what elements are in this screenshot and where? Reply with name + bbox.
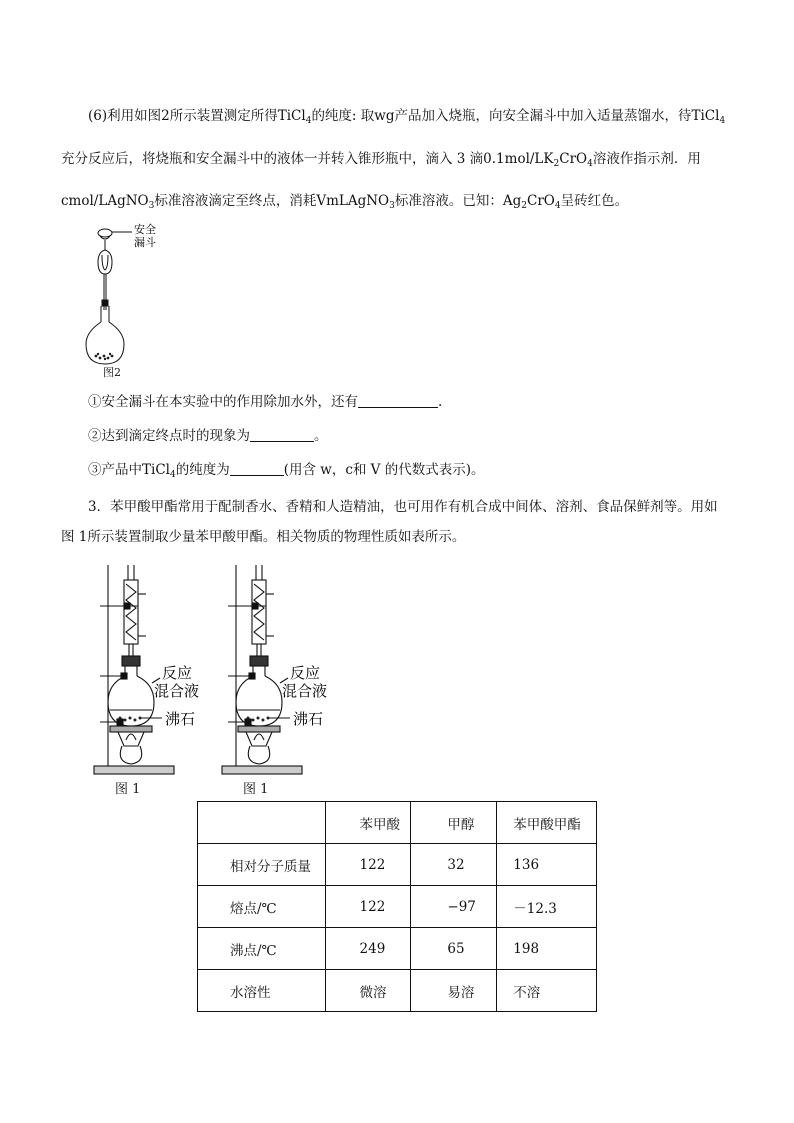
label-stone: 沸石 — [293, 710, 324, 728]
table-cell: 32 — [411, 844, 497, 886]
label-funnel-2: 漏斗 — [134, 236, 156, 249]
table-row — [198, 844, 597, 886]
text-segment: cmol/LAgNO — [61, 193, 149, 209]
figure2-caption: 图2 — [103, 366, 121, 379]
subscript: 4 — [554, 201, 561, 211]
formula-cro: CrO — [527, 193, 555, 209]
label-funnel-1: 安全 — [134, 223, 156, 236]
figure1-caption-left: 图 1 — [115, 782, 141, 797]
table-cell: 沸点/℃ — [198, 928, 326, 970]
formula-ticl: TiCl — [691, 108, 720, 124]
text-segment: 充分反应后，将烧瓶和安全漏斗中的液体一并转入锥形瓶中，滴入 3 滴 — [61, 151, 484, 167]
subscript: 3 — [389, 201, 395, 211]
formula-ticl: TiCl — [142, 462, 170, 478]
question-text: 的纯度为 — [175, 462, 230, 478]
question-text: (用含 w，c和 V 的代数式表示)。 — [283, 462, 485, 478]
label-mix-2: 混合液 — [282, 682, 328, 700]
table-cell: －12.3 — [497, 886, 597, 928]
table-cell: 122 — [325, 886, 411, 928]
table-cell: 65 — [411, 928, 497, 970]
concentration: 0.1mol/LK — [483, 151, 554, 167]
text-segment: (6)利用如图2所示装置测定所得 — [88, 108, 278, 124]
text-segment: 溶液作指示剂．用 — [592, 151, 701, 167]
question-text: ①安全漏斗在本实验中的作用除加水外，还有 — [88, 394, 358, 410]
answer-blank-3[interactable] — [230, 462, 284, 476]
table-cell: −97 — [411, 886, 497, 928]
question-text: ②达到滴定终点时的现象为 — [88, 428, 250, 444]
table-cell: 水溶性 — [198, 970, 326, 1012]
question-3 — [88, 461, 485, 484]
subscript: 4 — [587, 159, 593, 169]
problem3-line2: 图 1所示装置制取少量苯甲酸甲酯。相关物质的物理性质如表所示。 — [61, 529, 466, 545]
table-cell: 易溶 — [411, 970, 497, 1012]
question-1 — [88, 393, 442, 411]
formula-ticl: TiCl — [277, 108, 306, 124]
table-cell: 相对分子质量 — [198, 844, 326, 886]
table-row — [198, 928, 597, 970]
table-cell: 不溶 — [497, 970, 597, 1012]
label-stone: 沸石 — [165, 710, 196, 728]
label-mix-1: 反应 — [162, 664, 193, 682]
figure2-apparatus — [80, 222, 170, 382]
question-end: 。 — [314, 428, 328, 444]
table-cell: 249 — [325, 928, 411, 970]
text-segment: 标准溶液滴定至终点，消耗 — [154, 193, 317, 209]
table-header-cell: 苯甲酸甲酯 — [497, 802, 597, 844]
table-cell: 122 — [325, 844, 411, 886]
answer-blank-1[interactable] — [358, 394, 438, 408]
table-cell: 熔点/℃ — [198, 886, 326, 928]
question-2 — [88, 427, 328, 445]
formula-cro: CrO — [559, 151, 588, 167]
funnel-top — [98, 229, 112, 237]
mass-wg: wg — [374, 108, 395, 124]
subscript: 4 — [305, 116, 312, 126]
subscript: 2 — [553, 159, 560, 169]
problem3-line1: 3．苯甲酸甲酯常用于配制香水、香精和人造精油，也可用作有机合成中间体、溶剂、食品保鲜剂等。用如 — [88, 499, 718, 515]
part6-line1 — [88, 107, 725, 130]
label-mix-1: 反应 — [290, 664, 321, 682]
text-segment: 呈砖红色。 — [560, 193, 629, 209]
table-cell: 微溶 — [325, 970, 411, 1012]
table-cell: 198 — [497, 928, 597, 970]
label-mix-2: 混合液 — [154, 682, 200, 700]
subscript: 2 — [521, 201, 527, 211]
part6-line3 — [61, 192, 628, 215]
volume-vml: VmLAgNO — [316, 193, 390, 209]
table-cell — [198, 802, 326, 844]
table-cell: 136 — [497, 844, 597, 886]
table-header-cell: 苯甲酸 — [325, 802, 411, 844]
properties-table — [197, 801, 597, 1012]
text-segment: 产品加入烧瓶，向安全漏斗中加入适量蒸馏水，待 — [394, 108, 692, 124]
text-segment: 的纯度: 取 — [311, 108, 375, 124]
subscript: 3 — [148, 201, 155, 211]
table-row — [198, 970, 597, 1012]
question-text: ③产品中 — [88, 462, 142, 478]
part6-line2 — [61, 150, 701, 173]
table-header-cell: 甲醇 — [411, 802, 497, 844]
answer-blank-2[interactable] — [250, 428, 314, 442]
formula-ag: Ag — [502, 193, 522, 209]
question-end: . — [438, 394, 443, 410]
table-row — [198, 886, 597, 928]
table-header-row — [198, 802, 597, 844]
text-segment: 标准溶液。已知： — [394, 193, 503, 209]
figure1-apparatus-right — [216, 560, 476, 782]
subscript: 4 — [169, 470, 176, 480]
figure1-caption-right: 图 1 — [243, 782, 269, 797]
subscript: 4 — [719, 116, 726, 126]
